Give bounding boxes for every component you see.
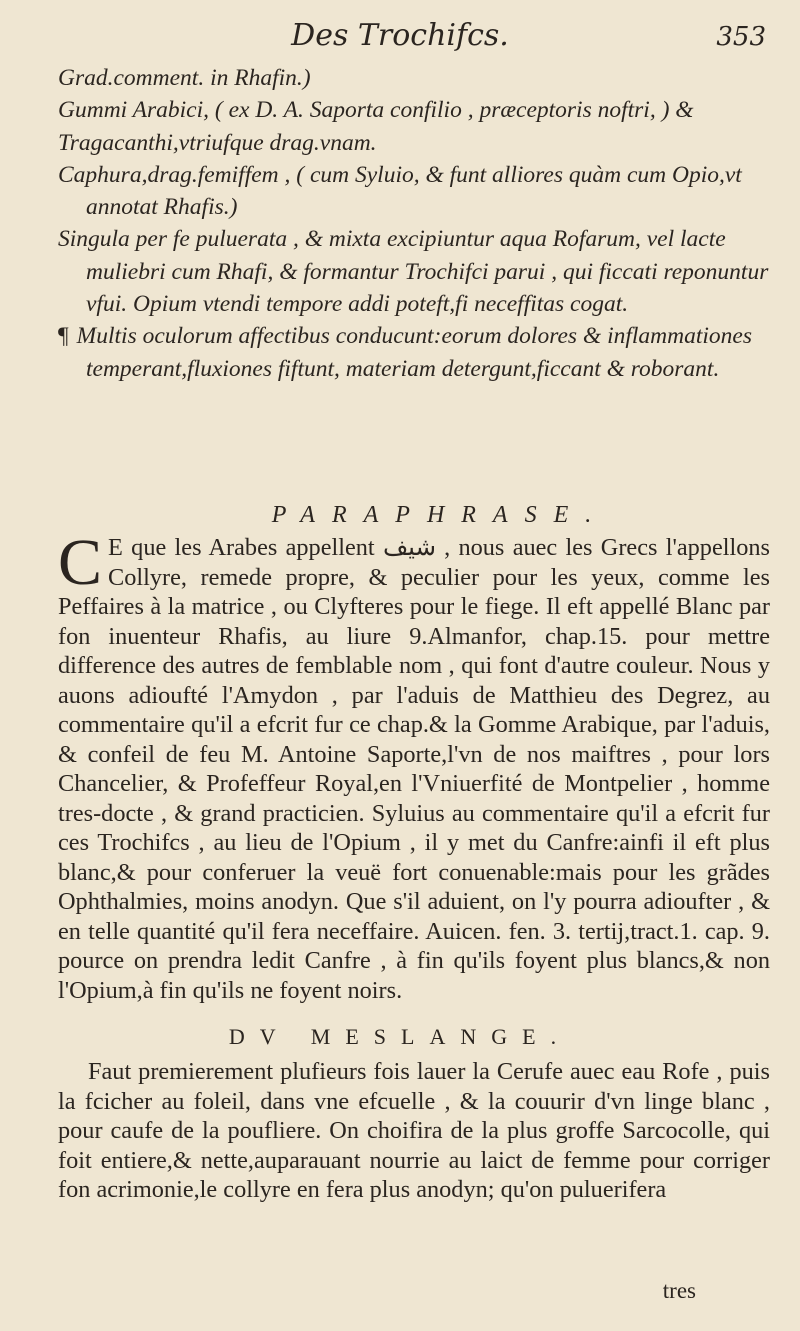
latin-line: Caphura,drag.femiffem , ( cum Syluio, & funt alliores quàm cum Opio,vt annotat Rhafis.) [58, 161, 742, 221]
page-header [0, 10, 800, 62]
running-title: Des Trochifcs. [291, 18, 509, 53]
latin-line: Grad.comment. in Rhafin.) [58, 65, 311, 91]
heading-meslange: DV MESLANGE. [228, 1024, 572, 1049]
latin-line: Gummi Arabici, ( ex D. A. Saporta confilio , præceptoris noftri, ) & [58, 97, 694, 124]
meslange-paragraph: Faut premierement plufieurs fois lauer la Cerufe auec eau Rofe , puis la fcicher au foleil, dans vne efcuelle , & la couurir d'vn linge blanc , pour caufe de la poufliere. On choifira de la plus groffe Sarcocolle, qui foit entiere,& nette,auparauant nourrie au laict de femme pour corriger fon acrimonie,le collyre en fera plus anodyn; qu'on puluerifera [58, 1058, 770, 1203]
meslange-body [58, 1057, 770, 1205]
heading-paraphrase: PARAPHRASE. [271, 502, 609, 528]
latin-usage-text: Multis oculorum affectibus conducunt:eorum dolores & inflammationes temperant,fluxiones fiftunt, materiam detergunt,ficcant & roborant. [76, 323, 752, 382]
drop-cap: C [58, 526, 103, 599]
latin-line: Tragacanthi,vtriufque drag.vnam. [58, 129, 377, 156]
latin-recipe [58, 62, 770, 385]
paraphrase-body [58, 526, 770, 1005]
page-number: 353 [716, 22, 766, 52]
paraphrase-text: E que les Arabes appellent شيف , nous auec les Grecs l'appellons Collyre, remede propre, & peculier pour les yeux, comme les Peffaires à la matrice , ou Clyfteres pour le fiege. Il eft appellé Blanc par fon inuenteur Rhafis, au liure 9.Almanfor, chap.15. pour mettre difference des autres de femblable nom , qui font d'autre couleur. Nous y auons adioufté l'Amydon , par l'aduis de Matthieu des Degrez, au commentaire qu'il a efcrit fur ce chap.& la Gomme Arabique, par l'aduis, & confeil de feu M. Antoine Saporte,l'vn de nos maiftres , pour lors Chancelier, & Profeffeur Royal,en l'Vniuerfité de Montpelier , homme tres-docte , & grand practicien. Syluius au commentaire qu'il a efcrit fur ces Trochifcs , au lieu de l'Opium , il y met du Canfre:ainfi il eft plus blanc,& pour conferuer la veuë fort conuenable:mais pour les grãdes Ophthalmies, moins anodyn. Que s'il aduient, on l'y pourra adioufter , & en telle quantité qu'il fera neceffaire. Auicen. fen. 3. tertij,tract.1. cap. 9. pource on prendra ledit Canfre , à fin qu'ils foyent plus blancs,& non l'Opium,à fin qu'ils ne foyent noirs. [58, 534, 770, 1004]
latin-line [58, 320, 770, 385]
pilcrow-icon: ¶ [58, 323, 69, 350]
catchword: tres [662, 1278, 696, 1303]
latin-line: Singula per fe puluerata , & mixta excipiuntur aqua Rofarum, vel lacte muliebri cum Rhafi, & formantur Trochifci parui , qui ficcati reponuntur vfui. Opium vtendi tempore addi poteft,fi neceffitas cogat. [58, 226, 769, 318]
paraphrase-paragraph [58, 526, 770, 1005]
